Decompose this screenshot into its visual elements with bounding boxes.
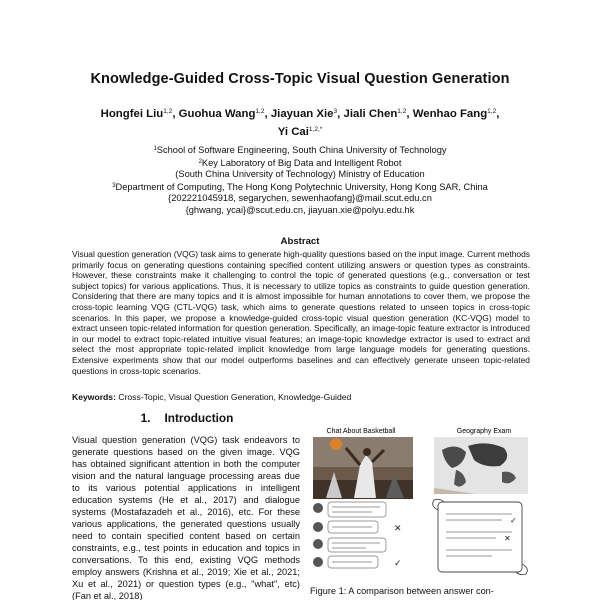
- cross-icon: ✕: [504, 534, 511, 543]
- author-affiliation-mark: 3: [333, 108, 338, 115]
- paper-title: Knowledge-Guided Cross-Topic Visual Question Generation: [90, 71, 510, 87]
- cross-icon: ✕: [394, 523, 402, 533]
- author-affiliation-mark: 1,2: [163, 108, 173, 115]
- basketball-icon: [330, 438, 342, 450]
- author-name: Guohua Wang: [178, 108, 256, 120]
- author-affiliation-mark: 1,2: [397, 108, 407, 115]
- author-name: Yi Cai: [277, 126, 309, 138]
- affiliations: [60, 144, 540, 216]
- affiliation-line: $^3$Department of Computing, The Hong Kong Polytechnic University, Hong Kong SAR, China: [112, 181, 488, 192]
- keywords-text: Cross-Topic, Visual Question Generation, Knowledge-Guided: [118, 392, 352, 402]
- author-list: Hongfei Liu$^{1,2}$, Guohua Wang$^{1,2}$, Jiayuan Xie$^3$, Jiali Chen$^{1,2}$, Wenhao Fang$^{1,2}$, Yi Cai$^{1,2,*}$: [100, 108, 500, 138]
- author-name: Wenhao Fang: [412, 108, 488, 120]
- affiliation-line: $^1$School of Software Engineering, South China University of Technology: [153, 145, 447, 155]
- email-line: {ghwang, ycai}@scut.edu.cn, jiayuan.xie@polyu.edu.hk: [185, 204, 415, 215]
- author-affiliation-mark: 1,2,*: [308, 126, 323, 133]
- section-number: 1.: [140, 411, 151, 425]
- avatar-icon: [313, 539, 323, 549]
- section-heading: [72, 411, 302, 425]
- email-line: {202221045918, segarychen, sewenhaofang}@mail.scut.edu.cn: [168, 193, 432, 203]
- author-affiliation-mark: 1,2: [255, 108, 265, 115]
- avatar-icon: [313, 522, 323, 532]
- affiliation-line: $^2$Key Laboratory of Big Data and Intelligent Robot: [198, 157, 402, 168]
- check-icon: ✓: [510, 516, 517, 525]
- section-title: Introduction: [164, 411, 234, 425]
- avatar-icon: [313, 503, 323, 513]
- keywords: [72, 392, 530, 402]
- abstract-text: Visual question generation (VQG) task aims to generate high-quality questions based on the input image. Current methods primarily focus on generating questions containing specified content utilizing answers or question types as constraints. However, these constraints make it challenging to control the topic of generated questions (e.g., conversation or test subject topics) for various applications. Thus, it is necessary to utilize topics as constraints to guide question generation. Considering that there are many topics and it is almost impossible for human annotations to cover them, we propose the cross-topic learning VQG (CTL-VQG) task, which aims to generate questions related to unseen topics in cross-topic scenarios. In this paper, we propose a knowledge-guided cross-topic visual question generation (KC-VQG) model to extract unseen topic-related information for question generation. Specifically, an image-topic feature extractor is introduced in our model to extract topic-related intuitive visual features; an image-topic knowledge extractor is used to extract and select the most appropriate topic-related implicit knowledge from large language models for generating questions. Extensive experiments show that our model outperforms baselines and can effectively generate unseen topic-related questions in cross-topic scenarios.: [72, 249, 530, 376]
- author-affiliation-mark: 1,2: [487, 108, 497, 115]
- keywords-label: Keywords:: [72, 392, 116, 402]
- check-icon: ✓: [394, 558, 402, 568]
- figure-caption: Figure 1: A comparison between answer con-: [310, 586, 494, 596]
- abstract-heading: Abstract: [280, 236, 320, 247]
- figure-right-title: Geography Exam: [456, 428, 512, 435]
- affiliation-line: (South China University of Technology) Ministry of Education: [175, 169, 425, 179]
- figure-left-title: Chat About Basketball: [326, 428, 396, 435]
- author-name: Jiali Chen: [343, 108, 398, 120]
- question-bubble: [328, 502, 386, 517]
- author-name: Jiayuan Xie: [270, 108, 334, 120]
- avatar-icon: [313, 557, 323, 567]
- intro-paragraph: Visual question generation (VQG) task endeavors to generate questions based on the given image. VQG has obtained significant attention in both the computer vision and the natural language processing areas due to its various potential applications in intelligent education systems (He et al., 2017) and dialogue systems (Mostafazadeh et al., 2016), etc. For these various applications, the generated questions usually need to contain specified content based on certain constraints, e.g., test points in education and topics in conversations. To this end, existing VQG methods employ answers (Krishna et al., 2019; Xie et al., 2021; Xu et al., 2021) or question types (e.g., "what", etc) (Fan et al., 2018): [72, 435, 300, 600]
- figure-1: [306, 410, 532, 580]
- question-bubble: [328, 538, 386, 552]
- author-name: Hongfei Liu: [100, 108, 164, 120]
